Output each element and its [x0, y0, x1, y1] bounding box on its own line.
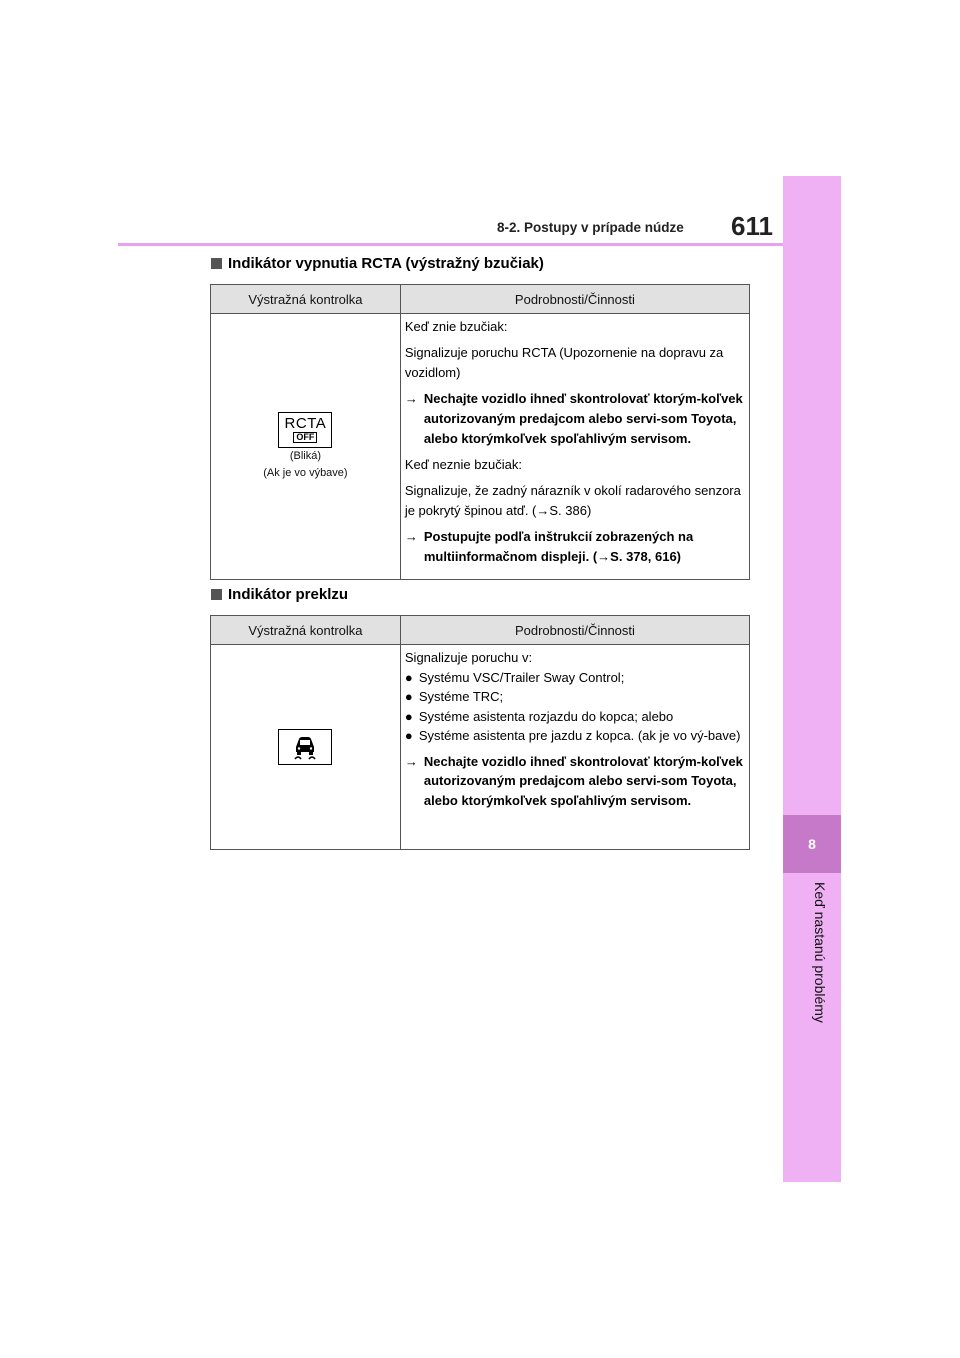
- bullet-icon: ●: [404, 728, 413, 743]
- section-title-text: Indikátor vypnutia RCTA (výstražný bzučiak): [228, 255, 544, 272]
- detail-text: Keď neznie bzučiak:: [404, 457, 522, 472]
- icon-note-if-equipped: (Ak je vo výbave): [263, 466, 348, 479]
- section-square-icon: [211, 589, 222, 600]
- list-item-text: Systéme asistenta pre jazdu z kopca. (ak je vo vý-bave): [418, 728, 741, 743]
- rcta-icon-text-bottom: OFF: [293, 432, 317, 443]
- page-number: 611: [731, 211, 773, 241]
- col-header-warning-light: Výstražná kontrolka: [211, 285, 401, 314]
- list-item: [405, 707, 743, 727]
- action-item: [405, 527, 743, 567]
- section-title-text: Indikátor preklzu: [228, 586, 349, 603]
- list-item-text: Systéme TRC;: [418, 689, 504, 704]
- section-title-rcta: [211, 255, 544, 272]
- chapter-heading: 8-2. Postupy v prípade núdze: [497, 220, 684, 235]
- arrow-icon: →: [404, 529, 418, 544]
- details-cell: [400, 645, 749, 850]
- detail-text: Signalizuje poruchu RCTA (Upozornenie na dopravu za vozidlom): [404, 345, 724, 380]
- bullet-icon: ●: [404, 669, 413, 685]
- rcta-off-icon: [278, 412, 332, 448]
- col-header-details: Podrobnosti/Činnosti: [400, 616, 749, 645]
- col-header-warning-light: Výstražná kontrolka: [211, 616, 401, 645]
- arrow-icon: →: [404, 753, 418, 769]
- rcta-icon-text-top: RCTA: [284, 415, 327, 432]
- list-item-text: Systéme asistenta rozjazdu do kopca; alebo: [418, 708, 674, 724]
- action-text: Nechajte vozidlo ihneď skontrolovať ktorým-koľvek autorizovaným predajcom alebo servi-som Toyota, alebo ktorýmkoľvek spoľahlivým servisom.: [423, 753, 743, 808]
- slip-table: [210, 615, 750, 850]
- rcta-table: [210, 284, 750, 580]
- list-item: [405, 726, 743, 746]
- bullet-icon: ●: [404, 708, 413, 724]
- header-rule: [118, 243, 783, 246]
- details-cell: [400, 314, 749, 580]
- slip-indicator-icon: [278, 729, 332, 765]
- detail-text: Signalizuje, že zadný nárazník v okolí radarového senzora je pokrytý špinou atď. (→S. 386): [404, 483, 741, 518]
- list-item: [405, 668, 743, 688]
- list-item-text: Systému VSC/Trailer Sway Control;: [418, 669, 625, 685]
- warning-light-cell: [211, 314, 401, 580]
- side-tab-band: [783, 176, 841, 1182]
- icon-note-blinks: (Bliká): [289, 449, 321, 462]
- chapter-number-tab: 8: [783, 815, 841, 873]
- action-item: [405, 389, 743, 449]
- fault-list: [405, 668, 743, 746]
- action-item: [405, 752, 743, 811]
- chapter-side-label: Keď nastanú problémy: [812, 882, 828, 1023]
- warning-light-cell: [211, 645, 401, 850]
- section-square-icon: [211, 258, 222, 269]
- action-text: Postupujte podľa inštrukcií zobrazených na multiinformačnom displeji. (→S. 378, 616): [423, 529, 694, 564]
- detail-intro: Signalizuje poruchu v:: [404, 650, 533, 665]
- list-item: [405, 687, 743, 707]
- detail-text: Keď znie bzučiak:: [404, 319, 508, 334]
- action-text: Nechajte vozidlo ihneď skontrolovať ktorým-koľvek autorizovaným predajcom alebo servi-som Toyota, alebo ktorýmkoľvek spoľahlivým servisom.: [423, 391, 743, 446]
- col-header-details: Podrobnosti/Činnosti: [400, 285, 749, 314]
- arrow-icon: →: [404, 391, 418, 406]
- section-title-slip: [211, 586, 348, 603]
- bullet-icon: ●: [404, 689, 413, 704]
